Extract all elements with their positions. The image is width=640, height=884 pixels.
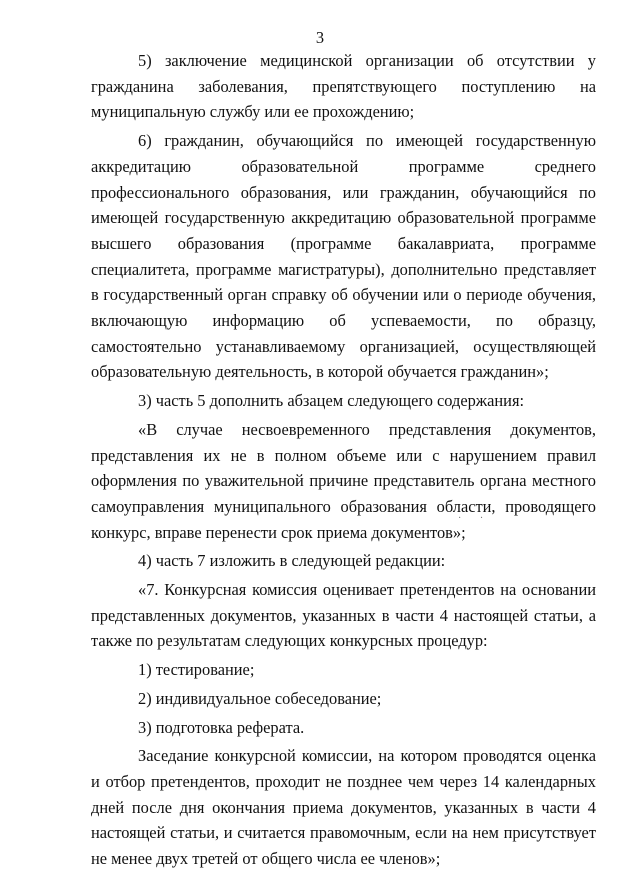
list-item-testing: 1) тестирование;: [138, 660, 255, 680]
paragraph-item-5: 5) заключение медицинской организации об отсутствии у гражданина заболевания, препятствующего поступлению на муниципальную службу или ее прохождению;: [91, 51, 596, 122]
scan-speck-mark: · ·: [458, 513, 492, 524]
paragraph-part-5-quote: «В случае несвоевременного представления документов, представления их не в полном объеме или с нарушением правил оформления по уважительной причине представитель органа местного самоуправления муниципального образования области, проводящего конкурс, вправе перенести срок приема документов»;: [91, 419, 596, 542]
page-number: 3: [315, 28, 325, 47]
paragraph-item-6: 6) гражданин, обучающийся по имеющей государственную аккредитацию образовательной программе среднего профессионального образования, или гражданин, обучающийся по имеющей государственную аккредитацию образовательной программе высшего образования (программе бакалавриата, программе специалитета, программе магистратуры), дополнительно представляет в государственный орган справку об обучении или о периоде обучения, включающую информацию об успеваемости, по образцу, самостоятельно устанавливаемому организацией, осуществляющей образовательную деятельность, в которой обучается гражданин»;: [91, 131, 596, 382]
paragraph-part-7-amendment: 4) часть 7 изложить в следующей редакции:: [138, 551, 446, 571]
document-body: [91, 48, 596, 875]
paragraph-commission-meeting: Заседание конкурсной комиссии, на котором проводятся оценка и отбор претендентов, проходит не позднее чем через 14 календарных дней после дня окончания приема документов, указанных в части 4 настоящей статьи, и считается правомочным, если на нем присутствует не менее двух третей от общего числа ее членов»;: [91, 746, 596, 869]
paragraph-part-7-quote: «7. Конкурсная комиссия оценивает претендентов на основании представленных документов, указанных в части 4 настоящей статьи, а также по результатам следующих конкурсных процедур:: [91, 580, 596, 651]
list-item-interview: 2) индивидуальное собеседование;: [138, 688, 382, 708]
list-item-essay: 3) подготовка реферата.: [138, 717, 305, 737]
paragraph-part-5-amendment: 3) часть 5 дополнить абзацем следующего содержания:: [138, 391, 525, 411]
